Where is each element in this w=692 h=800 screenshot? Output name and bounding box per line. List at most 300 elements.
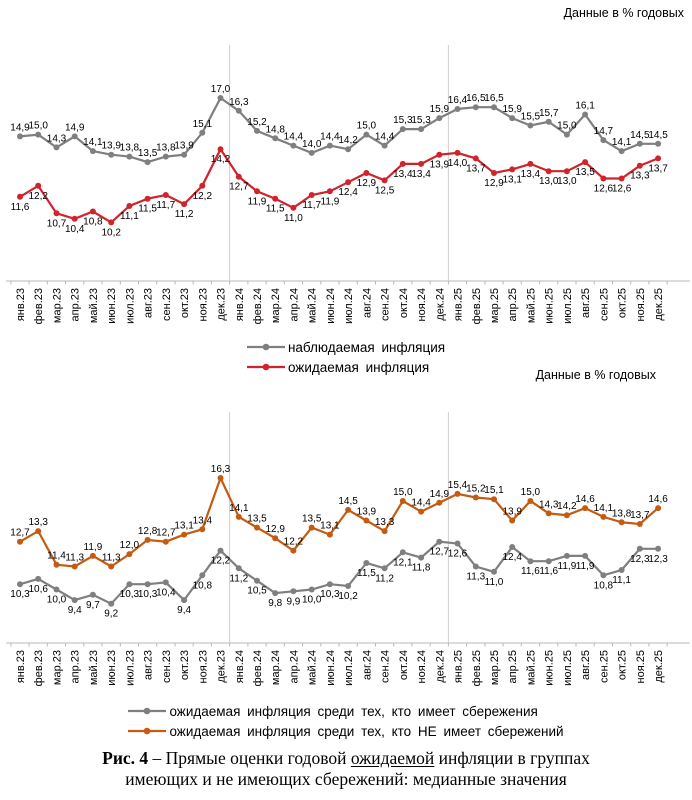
data-point: [418, 126, 424, 132]
x-axis-label: сен.25: [598, 650, 611, 683]
data-label: 15,3: [411, 115, 431, 127]
data-point: [582, 553, 588, 559]
data-point: [491, 569, 497, 575]
x-axis-label: янв.25: [452, 650, 465, 684]
x-axis-label: сен.23: [160, 650, 173, 683]
data-label: 9,2: [104, 608, 119, 620]
data-point: [473, 564, 479, 570]
data-point: [35, 528, 41, 534]
data-label: 13,0: [538, 176, 559, 188]
data-label: 14,4: [374, 131, 395, 143]
data-point: [400, 126, 406, 132]
x-axis-label: авг.24: [361, 288, 374, 318]
data-point: [290, 588, 296, 594]
data-label: 13,9: [101, 140, 121, 152]
data-point: [473, 155, 479, 161]
data-point: [108, 219, 114, 225]
x-axis-label: июл.23: [124, 650, 137, 686]
data-label: 10,4: [64, 223, 85, 235]
data-label: 13,4: [393, 168, 413, 180]
data-point: [72, 133, 78, 139]
x-axis: [6, 643, 690, 647]
x-axis-label: апр.25: [507, 288, 520, 322]
data-label: 15,2: [247, 116, 267, 128]
data-point: [564, 168, 570, 174]
data-point: [363, 560, 369, 566]
legend-label: ожидаемая инфляция среди тех, кто НЕ имеет сбережений: [169, 723, 564, 739]
data-label: 10,0: [46, 594, 67, 606]
x-axis-label: сен.24: [379, 650, 392, 683]
data-label: 13,3: [374, 517, 395, 529]
data-label: 11,5: [265, 203, 285, 215]
x-axis-label: окт.25: [616, 288, 629, 319]
data-point: [309, 525, 315, 531]
data-point: [145, 537, 151, 543]
x-axis-label: фев.23: [33, 650, 46, 687]
x-axis-label: окт.23: [179, 650, 192, 681]
data-point: [17, 194, 23, 200]
x-axis-label: мар.23: [51, 650, 64, 686]
data-point: [218, 146, 224, 152]
data-point: [491, 496, 497, 502]
x-axis-label: авг.23: [142, 650, 155, 680]
data-label: 12,6: [611, 183, 632, 195]
legend-item-observed: [247, 337, 445, 357]
data-label: 13,3: [28, 517, 48, 529]
x-axis-label: апр.23: [69, 288, 82, 322]
x-axis-label: июн.23: [106, 650, 119, 686]
data-point: [400, 161, 406, 167]
data-label: 12,9: [356, 178, 377, 189]
data-point: [619, 519, 625, 525]
data-point: [600, 572, 606, 578]
data-point: [108, 601, 114, 607]
data-point: [35, 183, 41, 189]
data-point: [108, 152, 114, 158]
data-point: [436, 539, 442, 545]
x-axis-label: дек.25: [653, 650, 666, 683]
data-point: [546, 119, 552, 125]
units-label-top: Данные в % годовых: [563, 6, 684, 20]
data-point: [363, 170, 369, 176]
data-point: [290, 143, 296, 149]
x-axis-label: ноя.24: [416, 650, 429, 684]
x-axis-label: июл.24: [343, 650, 356, 686]
data-point: [655, 155, 661, 161]
data-label: 11,6: [10, 201, 30, 213]
data-label: 14,9: [64, 122, 85, 134]
x-axis-label: май.23: [87, 650, 100, 686]
x-axis-label: апр.24: [288, 288, 301, 322]
data-point: [72, 597, 78, 603]
data-point: [290, 548, 296, 554]
data-point: [546, 168, 552, 174]
data-label: 16,5: [484, 93, 504, 105]
data-point: [600, 176, 606, 182]
data-point: [236, 108, 242, 114]
data-point: [382, 143, 388, 149]
data-label: 11,5: [357, 568, 376, 579]
x-axis-label: авг.24: [361, 650, 374, 680]
data-label: 15,1: [192, 118, 213, 130]
data-point: [582, 505, 588, 511]
data-point: [236, 174, 242, 180]
data-label: 11,8: [411, 562, 431, 574]
x-axis-label: окт.24: [397, 650, 410, 681]
data-label: 15,7: [538, 107, 559, 119]
x-axis-label: май.23: [87, 288, 100, 324]
data-point: [199, 572, 205, 578]
x-axis-label: сен.23: [160, 288, 173, 321]
data-label: 11,6: [521, 566, 540, 578]
data-point: [382, 565, 388, 571]
underlined-word: ожидаемой: [350, 748, 435, 768]
data-label: 12,9: [484, 178, 504, 189]
data-point: [455, 541, 461, 547]
data-label: 15,0: [520, 487, 541, 498]
x-axis-label: фев.24: [252, 288, 264, 325]
data-label: 15,5: [520, 111, 541, 123]
x-axis-label: мар.24: [270, 288, 283, 324]
series-expected: [11, 146, 669, 238]
data-label: 14,0: [447, 157, 468, 169]
x-axis-label: дек.24: [434, 650, 447, 683]
data-label: 10,3: [119, 589, 140, 601]
data-label: 12,7: [429, 546, 450, 558]
x-axis-labels: [15, 650, 665, 686]
data-label: 14,2: [210, 154, 231, 166]
x-axis-label: мар.25: [489, 288, 501, 324]
data-label: 13,4: [411, 168, 431, 180]
data-label: 13,7: [630, 510, 650, 521]
data-label: 12,3: [630, 553, 650, 565]
data-label: 14,5: [338, 495, 358, 507]
data-point: [54, 562, 60, 568]
data-label: 10,8: [593, 580, 614, 592]
x-axis-label: фев.24: [252, 650, 264, 687]
x-axis-label: июл.25: [561, 650, 574, 686]
data-point: [400, 498, 406, 504]
data-point: [527, 161, 533, 167]
x-axis-label: дек.24: [434, 288, 447, 321]
data-point: [126, 551, 132, 557]
data-label: 13,5: [301, 513, 322, 525]
x-axis-label: окт.25: [616, 650, 629, 681]
legend-line-marker-icon: [128, 706, 166, 716]
data-label: 14,1: [611, 137, 632, 149]
x-axis-label: янв.23: [15, 288, 27, 322]
data-point: [327, 532, 333, 538]
data-point: [600, 514, 606, 520]
data-label: 12,0: [119, 540, 140, 552]
data-point: [254, 578, 260, 584]
data-point: [436, 500, 442, 506]
x-axis-label: фев.25: [470, 288, 483, 325]
x-axis-labels: [15, 288, 665, 324]
savers-vs-nonsavers-expectations-chart: [0, 400, 692, 698]
data-point: [54, 144, 60, 150]
data-point: [199, 526, 205, 532]
data-point: [272, 590, 278, 596]
data-point: [145, 159, 151, 165]
data-point: [473, 495, 479, 501]
data-label: 11,6: [539, 566, 559, 578]
x-axis-label: май.24: [306, 650, 319, 686]
data-label: 13,3: [630, 170, 650, 182]
data-label: 10,6: [28, 583, 48, 595]
data-point: [181, 201, 187, 207]
data-label: 9,8: [268, 598, 283, 610]
data-label: 11,4: [47, 550, 66, 562]
x-axis-label: янв.25: [452, 288, 465, 322]
data-label: 14,3: [46, 133, 67, 145]
data-label: 12,7: [229, 181, 249, 193]
legend-item-savers: [128, 701, 563, 721]
data-point: [163, 154, 169, 160]
data-point: [527, 558, 533, 564]
x-axis-label: мар.24: [270, 650, 283, 686]
data-point: [400, 549, 406, 555]
legend-item-nonsavers: [128, 721, 563, 741]
series-savers: [10, 536, 668, 620]
data-point: [637, 163, 643, 169]
data-label: 11,1: [120, 211, 139, 222]
data-label: 13,9: [174, 140, 194, 152]
x-axis-label: окт.23: [179, 288, 192, 319]
data-point: [218, 95, 224, 101]
data-label: 16,4: [447, 95, 468, 106]
x-axis-label: мар.25: [489, 650, 501, 686]
data-label: 11,0: [484, 576, 504, 588]
data-label: 16,3: [229, 96, 249, 108]
data-point: [272, 135, 278, 141]
x-axis-label: июл.24: [343, 288, 356, 324]
data-label: 14,4: [320, 131, 340, 143]
data-label: 14,1: [83, 137, 103, 149]
data-label: 10,4: [156, 587, 176, 599]
data-point: [309, 192, 315, 198]
data-point: [309, 587, 315, 593]
data-label: 15,0: [356, 120, 377, 132]
data-label: 11,2: [375, 573, 394, 585]
data-label: 11,7: [156, 200, 176, 211]
data-label: 12,7: [156, 527, 176, 539]
data-point: [418, 555, 424, 561]
data-label: 14,5: [648, 129, 668, 141]
data-point: [619, 148, 625, 154]
data-label: 15,0: [28, 120, 48, 132]
data-label: 9,7: [85, 599, 100, 611]
data-point: [181, 152, 187, 158]
x-axis-label: сен.24: [379, 288, 392, 321]
data-label: 9,9: [286, 596, 301, 608]
data-label: 10,8: [83, 216, 103, 228]
data-label: 13,9: [502, 506, 522, 518]
x-axis-label: июн.23: [106, 288, 119, 324]
data-point: [90, 148, 96, 154]
observed-vs-expected-inflation-chart: [0, 0, 692, 335]
data-label: 12,9: [265, 524, 285, 536]
legend-item-expected: [247, 357, 445, 377]
data-label: 16,1: [575, 100, 595, 112]
data-point: [509, 518, 515, 524]
data-label: 12,2: [28, 190, 48, 202]
data-point: [54, 587, 60, 593]
data-point: [72, 564, 78, 570]
legend-line-marker-icon: [247, 342, 285, 352]
data-label: 14,0: [301, 138, 322, 150]
data-point: [126, 154, 132, 160]
x-axis-label: янв.24: [233, 288, 246, 322]
data-label: 15,9: [502, 104, 522, 116]
x-axis-label: июн.25: [543, 288, 556, 324]
data-label: 13,0: [557, 176, 577, 188]
data-label: 11,9: [557, 560, 577, 572]
x-axis-label: фев.23: [33, 288, 46, 325]
data-label: 11,3: [65, 552, 85, 564]
data-label: 10,2: [101, 227, 121, 239]
x-axis-label: ноя.24: [416, 288, 429, 322]
data-point: [145, 581, 151, 587]
data-point: [582, 159, 588, 165]
data-point: [455, 491, 461, 497]
data-label: 11,9: [575, 560, 595, 572]
legend-label: ожидаемая инфляция среди тех, кто имеет сбережения: [169, 703, 538, 719]
data-point: [509, 544, 515, 550]
x-axis-label: июл.25: [561, 288, 574, 324]
data-label: 12,6: [447, 548, 468, 560]
data-point: [527, 498, 533, 504]
data-label: 11,3: [466, 571, 486, 583]
data-point: [17, 581, 23, 587]
x-axis-label: май.24: [306, 288, 319, 324]
data-label: 12,5: [374, 185, 395, 197]
data-label: 11,1: [612, 575, 631, 586]
data-point: [345, 507, 351, 513]
data-label: 13,4: [520, 168, 541, 180]
data-label: 12,2: [210, 555, 231, 567]
data-point: [163, 579, 169, 585]
data-label: 13,1: [174, 520, 194, 532]
data-point: [473, 104, 479, 110]
legend-line-marker-icon: [247, 362, 285, 372]
data-point: [35, 132, 41, 138]
data-label: 15,0: [557, 120, 577, 132]
data-label: 13,8: [611, 508, 632, 520]
data-label: 12,4: [338, 187, 358, 199]
data-label: 11,9: [83, 541, 103, 553]
data-label: 15,2: [466, 483, 486, 495]
x-axis-label: дек.25: [653, 288, 666, 321]
data-label: 14,2: [557, 501, 577, 513]
series-nonsavers: [10, 464, 668, 570]
data-point: [418, 161, 424, 167]
data-label: 14,6: [648, 494, 668, 506]
data-label: 14,2: [338, 135, 358, 147]
data-point: [637, 521, 643, 527]
data-point: [254, 525, 260, 531]
data-point: [290, 205, 296, 211]
data-point: [564, 132, 570, 138]
x-axis: [6, 281, 690, 285]
x-axis-label: апр.23: [69, 650, 82, 684]
legend-label: наблюдаемая инфляция: [287, 339, 446, 355]
data-point: [546, 510, 552, 516]
data-label: 15,4: [447, 479, 468, 491]
data-point: [655, 505, 661, 511]
data-label: 15,9: [429, 104, 450, 116]
data-label: 16,5: [466, 93, 486, 105]
data-label: 14,5: [630, 129, 650, 141]
data-point: [54, 210, 60, 216]
data-point: [108, 564, 114, 570]
data-point: [527, 123, 533, 129]
figure-number: Рис. 4: [102, 748, 149, 768]
bottom-chart-legend-area: [0, 701, 692, 741]
data-point: [363, 518, 369, 524]
data-label: 16,3: [210, 464, 231, 475]
caption-line-2: имеющих и не имеющих сбережений: медианные значения: [125, 769, 567, 789]
data-point: [382, 177, 388, 183]
series-observed: [10, 84, 668, 165]
data-point: [363, 132, 369, 138]
data-point: [254, 128, 260, 134]
data-point: [436, 152, 442, 158]
data-point: [145, 196, 151, 202]
data-label: 14,1: [229, 502, 249, 514]
caption-line-1: Рис. 4 – Прямые оценки годовой ожидаемой инфляции в группах: [102, 748, 590, 768]
data-label: 15,3: [393, 115, 413, 127]
data-label: 13,9: [429, 159, 450, 171]
data-point: [90, 592, 96, 598]
data-label: 13,5: [137, 148, 158, 160]
legend-label: ожидаемая инфляция: [287, 359, 430, 375]
data-label: 9,4: [67, 605, 82, 617]
data-point: [345, 583, 351, 589]
data-point: [564, 553, 570, 559]
data-label: 14,4: [283, 131, 304, 143]
data-label: 13,9: [356, 506, 377, 518]
data-label: 10,0: [301, 594, 322, 606]
data-label: 11,2: [174, 209, 194, 221]
data-label: 13,4: [192, 515, 213, 527]
data-label: 11,9: [247, 196, 267, 208]
x-axis-label: мар.23: [51, 288, 64, 324]
data-point: [600, 137, 606, 143]
data-point: [236, 565, 242, 571]
x-axis-label: май.25: [525, 288, 538, 324]
data-point: [163, 192, 169, 198]
data-point: [491, 104, 497, 110]
x-axis-label: сен.25: [598, 288, 611, 321]
data-label: 13,1: [502, 174, 522, 186]
data-point: [199, 130, 205, 136]
data-label: 12,8: [137, 525, 158, 537]
data-label: 10,7: [46, 218, 67, 230]
x-axis-label: май.25: [525, 650, 538, 686]
data-point: [126, 581, 132, 587]
data-label: 9,4: [177, 605, 192, 617]
data-label: 11,0: [284, 212, 303, 224]
x-axis-label: ноя.23: [197, 650, 210, 684]
data-label: 11,7: [302, 200, 322, 211]
x-axis-label: июл.23: [124, 288, 137, 324]
data-point: [218, 475, 224, 481]
x-axis-label: ноя.25: [634, 288, 647, 322]
data-label: 12,4: [502, 552, 522, 563]
x-axis-label: окт.24: [397, 288, 410, 319]
data-point: [418, 509, 424, 515]
